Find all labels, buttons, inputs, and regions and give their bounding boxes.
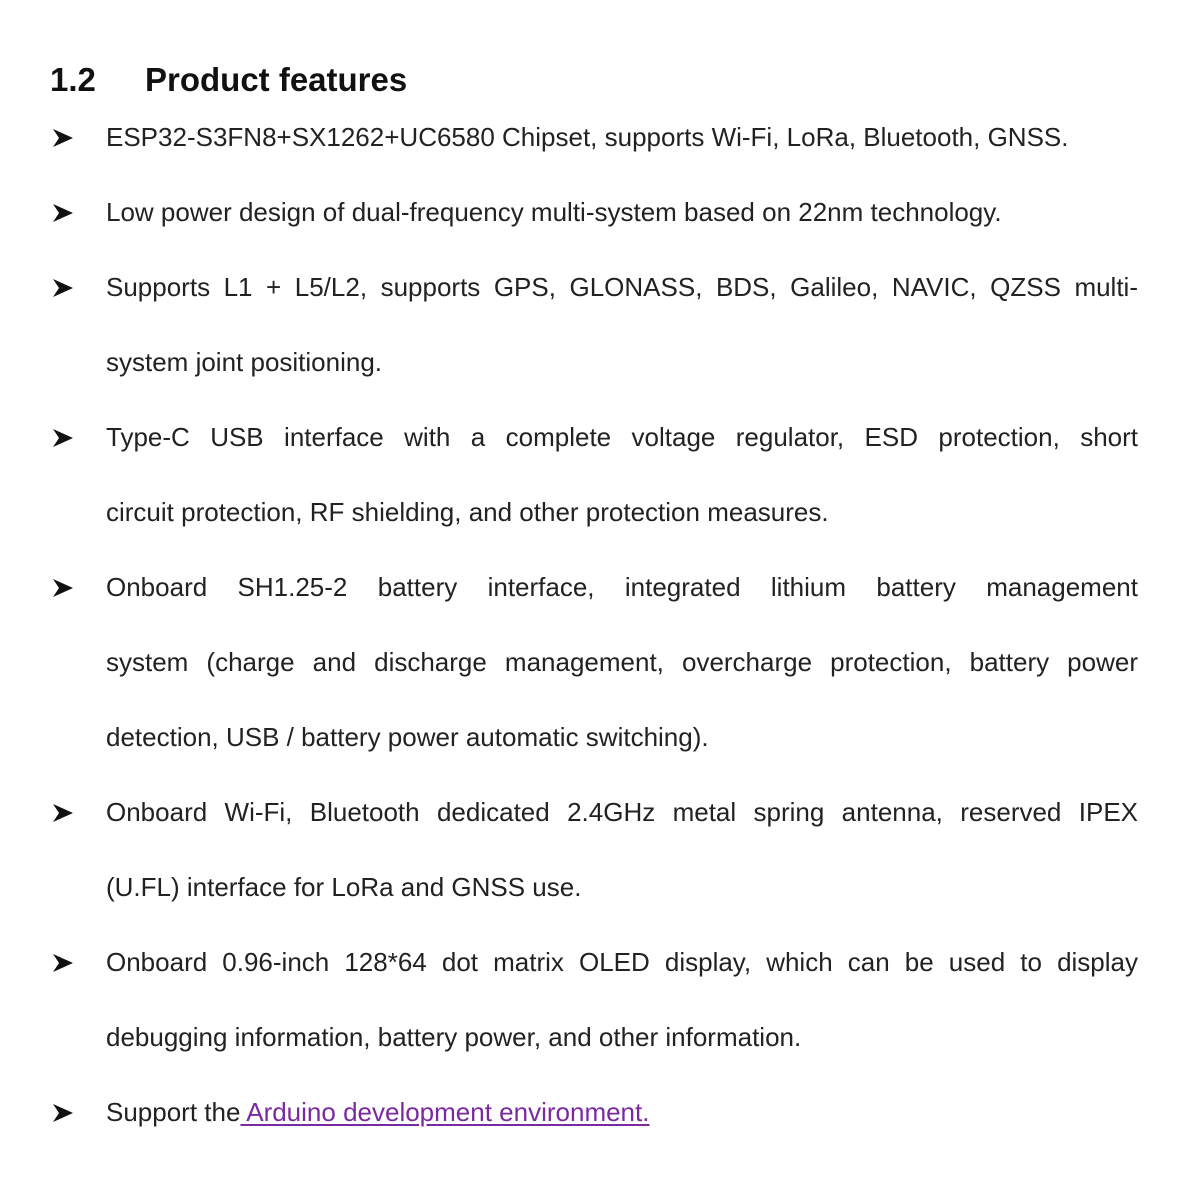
section-heading — [50, 56, 407, 104]
feature-text-line: (U.FL) interface for LoRa and GNSS use. — [106, 872, 582, 902]
section-number: 1.2 — [50, 61, 96, 99]
feature-item — [50, 925, 1138, 1075]
feature-item — [50, 775, 1138, 925]
feature-text-line: Supports L1 + L5/L2, supports GPS, GLONASS, BDS, Galileo, NAVIC, QZSS multi- — [106, 272, 1138, 302]
feature-text-line: Low power design of dual-frequency multi-system based on 22nm technology. — [106, 197, 1002, 227]
feature-text-line: system joint positioning. — [106, 347, 383, 377]
feature-text-line: Onboard Wi-Fi, Bluetooth dedicated 2.4GHz metal spring antenna, reserved IPEX — [106, 797, 1138, 827]
arrow-bullet-icon — [52, 400, 76, 475]
arduino-link[interactable]: Arduino development environment. — [240, 1097, 650, 1127]
arrow-bullet-icon — [52, 550, 76, 625]
feature-text-line: circuit protection, RF shielding, and other protection measures. — [106, 497, 829, 527]
arrow-bullet-icon — [52, 775, 76, 850]
feature-text-line: system (charge and discharge management, overcharge protection, battery power — [106, 647, 1138, 677]
arrow-bullet-icon — [52, 1075, 76, 1150]
feature-text-line: debugging information, battery power, and other information. — [106, 1022, 802, 1052]
arrow-bullet-icon — [52, 925, 76, 1000]
feature-item — [50, 100, 1138, 175]
arrow-bullet-icon — [52, 100, 76, 175]
feature-text-line — [106, 1075, 1138, 1150]
feature-item — [50, 1075, 1138, 1150]
feature-list — [50, 100, 1138, 1150]
feature-text-line: Type-C USB interface with a complete voltage regulator, ESD protection, short — [106, 422, 1138, 452]
feature-item — [50, 250, 1138, 400]
arrow-bullet-icon — [52, 175, 76, 250]
feature-text-line: ESP32-S3FN8+SX1262+UC6580 Chipset, supports Wi-Fi, LoRa, Bluetooth, GNSS. — [106, 122, 1069, 152]
feature-item — [50, 175, 1138, 250]
feature-text-line: Onboard 0.96-inch 128*64 dot matrix OLED display, which can be used to display — [106, 947, 1138, 977]
feature-item — [50, 400, 1138, 550]
feature-item — [50, 550, 1138, 775]
arrow-bullet-icon — [52, 250, 76, 325]
section-title: Product features — [145, 61, 408, 99]
feature-text-prefix: Support the — [106, 1097, 241, 1127]
feature-text-line: detection, USB / battery power automatic switching). — [106, 722, 709, 752]
feature-text-line: Onboard SH1.25-2 battery interface, integrated lithium battery management — [106, 572, 1138, 602]
